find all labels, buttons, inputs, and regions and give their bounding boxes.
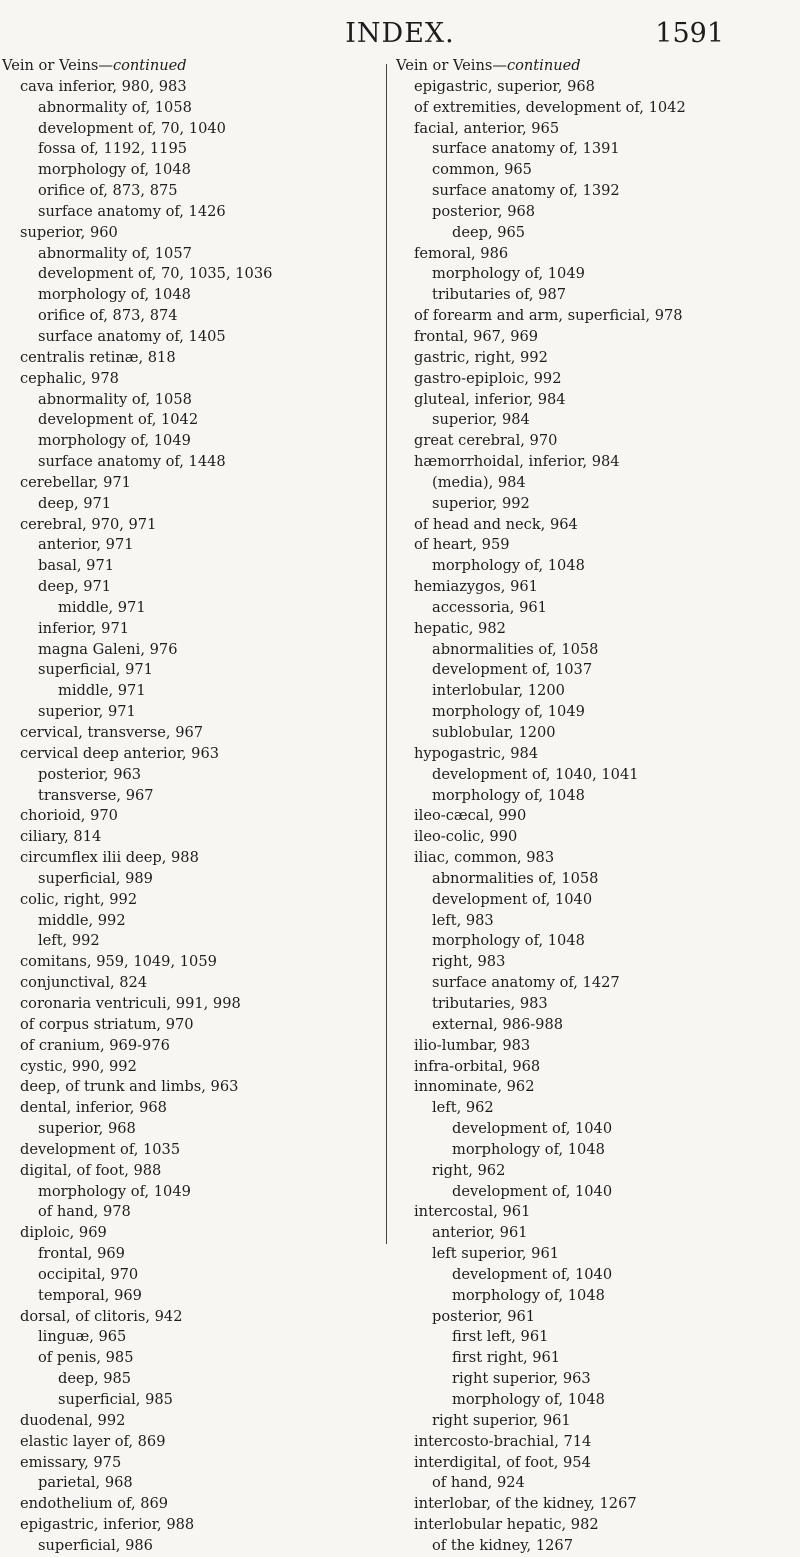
index-entry (396, 869, 796, 890)
index-entry-text: hemiazygos, 961 (414, 578, 538, 596)
index-entry-text: facial, anterior, 965 (414, 119, 560, 137)
index-entry (396, 327, 796, 348)
index-entry-text: middle, 992 (38, 911, 126, 929)
index-entry (396, 744, 796, 765)
index-entry (396, 827, 796, 848)
index-entry-text: frontal, 967, 969 (414, 327, 539, 345)
index-entry-text: abnormalities of, 1058 (432, 640, 599, 658)
index-entry-text: morphology of, 1048 (432, 786, 585, 804)
index-entry-text: interdigital, of foot, 954 (414, 1453, 591, 1471)
index-entry-text: ilio-lumbar, 983 (414, 1036, 531, 1054)
index-entry (2, 431, 382, 452)
index-entry-text: development of, 1037 (432, 661, 593, 679)
index-entry (2, 848, 382, 869)
index-entry (396, 264, 796, 285)
index-entry-text: parietal, 968 (38, 1474, 133, 1492)
index-entry-text: superior, 984 (432, 411, 530, 429)
index-entry-text: development of, 1040, 1041 (432, 765, 639, 783)
index-entry (2, 1265, 382, 1286)
index-entry (2, 160, 382, 181)
index-entry-text: dental, inferior, 968 (20, 1099, 167, 1117)
index-entry-text: diploic, 969 (20, 1224, 107, 1242)
index-entry-text: right, 962 (432, 1161, 506, 1179)
index-entry (2, 535, 382, 556)
index-entry-text: chorioid, 970 (20, 807, 118, 825)
index-entry (396, 1453, 796, 1474)
index-entry (396, 786, 796, 807)
index-entry (396, 494, 796, 515)
page-header (0, 14, 800, 54)
index-entry-text: frontal, 969 (38, 1245, 125, 1263)
index-entry (2, 786, 382, 807)
index-entry-text: occipital, 970 (38, 1265, 139, 1283)
index-entry (396, 994, 796, 1015)
index-entry-text: surface anatomy of, 1427 (432, 974, 620, 992)
index-entry-text: deep, of trunk and limbs, 963 (20, 1078, 239, 1096)
index-entry (2, 702, 382, 723)
index-entry (396, 931, 796, 952)
index-entry-text: superficial, 986 (38, 1536, 153, 1554)
index-entry (2, 994, 382, 1015)
index-entry (2, 1473, 382, 1494)
index-entry-text: interlobar, of the kidney, 1267 (414, 1495, 637, 1513)
index-entry-text: superior, 960 (20, 223, 118, 241)
index-entry-text: orifice of, 873, 875 (38, 182, 178, 200)
index-entry-text: transverse, 967 (38, 786, 154, 804)
index-entry (396, 431, 796, 452)
index-entry-text: tributaries, 983 (432, 994, 548, 1012)
index-entry (2, 264, 382, 285)
index-entry (396, 723, 796, 744)
index-entry-text: surface anatomy of, 1448 (38, 453, 226, 471)
index-entry-text: posterior, 961 (432, 1307, 536, 1325)
index-entry-text: development of, 70, 1040 (38, 119, 226, 137)
index-entry-text: fossa of, 1192, 1195 (38, 140, 188, 158)
index-entry (396, 598, 796, 619)
index-entry-text: orifice of, 873, 874 (38, 307, 178, 325)
index-entry (396, 1473, 796, 1494)
index-entry-text: of cranium, 969-976 (20, 1036, 170, 1054)
index-entry-text: middle, 971 (58, 682, 146, 700)
index-entry (2, 1536, 382, 1557)
index-entry (2, 452, 382, 473)
index-entry-text: intercosto-brachial, 714 (414, 1432, 592, 1450)
index-entry (2, 1369, 382, 1390)
index-entry (396, 556, 796, 577)
index-entry (396, 1536, 796, 1557)
index-entry (396, 410, 796, 431)
index-entry (396, 660, 796, 681)
index-entry (2, 1411, 382, 1432)
index-entry-text: gastro-epiploic, 992 (414, 369, 562, 387)
index-entry (2, 369, 382, 390)
index-entry (2, 952, 382, 973)
index-entry-text: morphology of, 1048 (432, 932, 585, 950)
index-entry-text: accessoria, 961 (432, 598, 547, 616)
index-entry (396, 1098, 796, 1119)
index-entry (396, 452, 796, 473)
index-entry (396, 1161, 796, 1182)
index-entry-text: posterior, 968 (432, 202, 536, 220)
index-entry-text: deep, 971 (38, 494, 112, 512)
index-column-right (396, 56, 796, 1557)
index-entry-text: emissary, 975 (20, 1453, 122, 1471)
index-entry-text: deep, 965 (452, 223, 526, 241)
index-entry (2, 327, 382, 348)
index-entry-text: gastric, right, 992 (414, 348, 548, 366)
index-entry-text: superficial, 985 (58, 1391, 173, 1408)
index-entry (2, 827, 382, 848)
index-heading (396, 56, 796, 77)
index-entry-text: digital, of foot, 988 (20, 1161, 162, 1179)
index-entry-text: elastic layer of, 869 (20, 1432, 166, 1450)
index-entry-text: of penis, 985 (38, 1349, 134, 1367)
index-entry (2, 744, 382, 765)
index-entry-text: morphology of, 1048 (38, 286, 191, 304)
index-entry (396, 1390, 796, 1411)
index-entry (2, 1077, 382, 1098)
index-entry-text: of hand, 924 (432, 1474, 525, 1492)
index-entry-text: abnormalities of, 1058 (432, 869, 599, 887)
index-entry-text: left, 962 (432, 1099, 494, 1117)
index-entry (2, 1515, 382, 1536)
index-entry (2, 77, 382, 98)
index-entry-text: cervical deep anterior, 963 (20, 744, 220, 762)
index-entry-text: morphology of, 1049 (38, 1182, 191, 1200)
index-entry (2, 1223, 382, 1244)
index-entry-text: intercostal, 961 (414, 1203, 531, 1221)
index-entry (2, 911, 382, 932)
index-entry (396, 1286, 796, 1307)
index-entry (2, 1307, 382, 1328)
index-entry-text: posterior, 963 (38, 765, 142, 783)
index-entry (396, 1265, 796, 1286)
index-entry-text: hypogastric, 984 (414, 744, 539, 762)
index-entry (2, 119, 382, 140)
index-entry (396, 515, 796, 536)
index-entry-text: development of, 1040 (452, 1182, 613, 1200)
index-entry-text: development of, 1040 (452, 1120, 613, 1138)
index-entry (396, 1411, 796, 1432)
index-entry (396, 473, 796, 494)
index-entry (396, 1432, 796, 1453)
index-entry-text: cephalic, 978 (20, 369, 119, 387)
index-entry (396, 681, 796, 702)
index-entry-text: cerebral, 970, 971 (20, 515, 157, 533)
index-entry-text: anterior, 971 (38, 536, 134, 554)
index-entry-text: right superior, 961 (432, 1411, 571, 1429)
index-entry (2, 806, 382, 827)
index-entry-text: centralis retinæ, 818 (20, 348, 176, 366)
index-entry (2, 1390, 382, 1411)
index-entry-text: surface anatomy of, 1405 (38, 327, 226, 345)
index-entry (396, 1223, 796, 1244)
index-entry (396, 765, 796, 786)
index-entry-text: first right, 961 (452, 1349, 561, 1367)
index-entry (396, 911, 796, 932)
index-entry (396, 77, 796, 98)
index-entry (396, 1036, 796, 1057)
index-entry (2, 577, 382, 598)
index-entry (2, 410, 382, 431)
index-entry-text: of forearm and arm, superficial, 978 (414, 307, 683, 325)
index-entry-text: superior, 971 (38, 703, 136, 721)
index-entry (2, 223, 382, 244)
index-entry (396, 1119, 796, 1140)
index-entry-text: femoral, 986 (414, 244, 509, 262)
index-entry-text: abnormality of, 1058 (38, 390, 192, 408)
index-entry (2, 1202, 382, 1223)
index-entry-text: coronaria ventriculi, 991, 998 (20, 994, 241, 1012)
index-entry (2, 640, 382, 661)
index-entry (396, 285, 796, 306)
index-entry-text: circumflex ilii deep, 988 (20, 849, 199, 867)
index-entry (2, 1098, 382, 1119)
index-entry (2, 765, 382, 786)
index-entry (396, 244, 796, 265)
index-entry (2, 973, 382, 994)
index-entry-text: cystic, 990, 992 (20, 1057, 137, 1075)
index-entry-text: development of, 1035 (20, 1140, 181, 1158)
index-entry (396, 369, 796, 390)
index-entry-text: morphology of, 1049 (38, 432, 191, 450)
index-entry-text: common, 965 (432, 161, 532, 179)
index-entry (2, 890, 382, 911)
index-entry-text: morphology of, 1048 (452, 1140, 605, 1158)
index-entry (396, 1202, 796, 1223)
index-column-left (2, 56, 382, 1557)
index-entry (396, 1327, 796, 1348)
index-entry-text: tributaries of, 987 (432, 286, 567, 304)
index-entry (2, 681, 382, 702)
index-entry (2, 869, 382, 890)
index-entry-text: surface anatomy of, 1392 (432, 182, 620, 200)
index-entry-italic: continued (506, 57, 581, 74)
index-entry (396, 1494, 796, 1515)
index-entry-text: morphology of, 1048 (38, 161, 191, 179)
index-entry-text: (media), 984 (432, 473, 526, 491)
index-entry-text: morphology of, 1048 (432, 557, 585, 575)
index-entry (2, 619, 382, 640)
index-entry (2, 1348, 382, 1369)
index-entry-text: inferior, 971 (38, 619, 130, 637)
index-entry (396, 1307, 796, 1328)
index-entry (2, 306, 382, 327)
index-entry-text: of extremities, development of, 1042 (414, 98, 686, 116)
index-entry (2, 98, 382, 119)
index-entry (396, 306, 796, 327)
index-entry-text: of the kidney, 1267 (432, 1536, 573, 1554)
index-entry-text: of hand, 978 (38, 1203, 131, 1221)
index-entry (2, 181, 382, 202)
index-entry (2, 1182, 382, 1203)
index-entry-text: superior, 968 (38, 1120, 136, 1138)
index-entry-text: superficial, 971 (38, 661, 153, 679)
index-entry-italic: continued (112, 57, 187, 74)
index-entry-text: anterior, 961 (432, 1224, 528, 1242)
index-entry (2, 1036, 382, 1057)
index-entry (396, 1515, 796, 1536)
index-entry (396, 348, 796, 369)
index-entry-text: cava inferior, 980, 983 (20, 77, 187, 95)
index-entry-text: epigastric, superior, 968 (414, 77, 595, 95)
index-entry (396, 1140, 796, 1161)
index-entry-text: interlobular, 1200 (432, 682, 565, 700)
index-entry-text: iliac, common, 983 (414, 849, 555, 867)
index-entry-text: colic, right, 992 (20, 890, 138, 908)
index-entry (396, 223, 796, 244)
index-entry (396, 98, 796, 119)
index-entry (2, 1119, 382, 1140)
index-entry (2, 244, 382, 265)
index-entry (2, 1140, 382, 1161)
index-entry (396, 1369, 796, 1390)
index-entry (2, 598, 382, 619)
index-entry (396, 848, 796, 869)
index-entry (396, 202, 796, 223)
index-entry-text: dorsal, of clitoris, 942 (20, 1307, 183, 1325)
index-entry (396, 1015, 796, 1036)
index-entry (396, 806, 796, 827)
index-entry-text: left, 983 (432, 911, 494, 929)
index-entry-text: abnormality of, 1058 (38, 98, 192, 116)
index-entry-text: basal, 971 (38, 557, 115, 575)
index-entry-text: ileo-cæcal, 990 (414, 807, 527, 825)
index-entry (396, 952, 796, 973)
index-entry (2, 1286, 382, 1307)
index-entry (2, 494, 382, 515)
index-entry (2, 1057, 382, 1078)
index-entry-text: left superior, 961 (432, 1245, 560, 1263)
index-entry-text: temporal, 969 (38, 1286, 142, 1304)
index-entry-text: cerebellar, 971 (20, 473, 131, 491)
index-entry (396, 160, 796, 181)
index-entry-text: deep, 985 (58, 1370, 132, 1388)
index-entry-text: external, 986-988 (432, 1015, 564, 1033)
index-entry (396, 139, 796, 160)
index-entry-text: right superior, 963 (452, 1370, 591, 1388)
index-entry-text: cervical, transverse, 967 (20, 724, 204, 741)
index-entry-text: surface anatomy of, 1391 (432, 140, 620, 158)
index-entry-text: development of, 1042 (38, 411, 199, 429)
index-entry-text: development of, 1040 (432, 890, 593, 908)
index-entry-text: development of, 70, 1035, 1036 (38, 265, 273, 283)
index-entry-text: middle, 971 (58, 598, 146, 616)
index-entry-text: Vein or Veins— (2, 57, 113, 74)
index-entry-text: development of, 1040 (452, 1265, 613, 1283)
index-entry-text: innominate, 962 (414, 1078, 535, 1096)
index-entry-text: morphology of, 1049 (432, 703, 585, 721)
index-entry (2, 1015, 382, 1036)
index-entry-text: sublobular, 1200 (432, 724, 556, 741)
index-entry-text: morphology of, 1049 (432, 265, 585, 283)
index-entry-text: ileo-colic, 990 (414, 828, 518, 846)
index-entry-text: epigastric, inferior, 988 (20, 1516, 195, 1534)
index-entry-text: left, 992 (38, 932, 100, 950)
index-entry-text: surface anatomy of, 1426 (38, 202, 226, 220)
index-entry (396, 390, 796, 411)
index-entry-text: superficial, 989 (38, 869, 153, 887)
index-entry-text: interlobular hepatic, 982 (414, 1516, 599, 1534)
index-entry-text: of heart, 959 (414, 536, 510, 554)
index-entry (2, 1161, 382, 1182)
index-entry (2, 1244, 382, 1265)
index-entry-text: deep, 971 (38, 578, 112, 596)
index-entry (2, 202, 382, 223)
index-entry (2, 515, 382, 536)
page-title: INDEX. (345, 18, 455, 49)
index-entry-text: first left, 961 (452, 1328, 549, 1346)
index-entry-text: comitans, 959, 1049, 1059 (20, 953, 217, 971)
index-entry-text: hæmorrhoidal, inferior, 984 (414, 453, 620, 471)
index-entry (2, 660, 382, 681)
index-entry-text: abnormality of, 1057 (38, 244, 192, 262)
index-entry (2, 473, 382, 494)
index-entry (396, 577, 796, 598)
index-entry-text: magna Galeni, 976 (38, 640, 178, 658)
index-entry-text: gluteal, inferior, 984 (414, 390, 566, 408)
index-entry (2, 1494, 382, 1515)
index-heading (2, 56, 382, 77)
column-divider (386, 64, 387, 1244)
index-entry-text: of head and neck, 964 (414, 515, 578, 533)
index-entry (2, 1453, 382, 1474)
index-entry-text: hepatic, 982 (414, 619, 506, 637)
index-entry (2, 139, 382, 160)
index-entry (2, 1327, 382, 1348)
index-entry (396, 640, 796, 661)
index-entry-text: great cerebral, 970 (414, 432, 558, 450)
index-entry (2, 1432, 382, 1453)
index-entry-text: morphology of, 1048 (452, 1391, 605, 1408)
index-entry-text: duodenal, 992 (20, 1411, 126, 1429)
index-entry (396, 119, 796, 140)
index-entry (396, 1057, 796, 1078)
index-entry-text: linguæ, 965 (38, 1328, 127, 1346)
page-number: 1591 (655, 18, 724, 49)
index-entry-text: Vein or Veins— (396, 57, 507, 74)
index-entry-text: superior, 992 (432, 494, 530, 512)
index-entry (2, 556, 382, 577)
index-entry (396, 1077, 796, 1098)
index-entry (396, 535, 796, 556)
index-entry (396, 1244, 796, 1265)
index-entry-text: infra-orbital, 968 (414, 1057, 541, 1075)
index-entry-text: endothelium of, 869 (20, 1495, 169, 1513)
index-entry (396, 181, 796, 202)
index-entry (396, 973, 796, 994)
index-entry-text: right, 983 (432, 953, 506, 971)
index-entry (396, 1348, 796, 1369)
index-entry (396, 1182, 796, 1203)
index-entry (396, 890, 796, 911)
index-entry-text: ciliary, 814 (20, 828, 102, 846)
index-entry-text: conjunctival, 824 (20, 974, 148, 992)
index-entry (396, 619, 796, 640)
index-entry (396, 702, 796, 723)
index-entry (2, 348, 382, 369)
index-entry (2, 723, 382, 744)
index-entry (2, 285, 382, 306)
index-entry (2, 390, 382, 411)
index-entry (2, 931, 382, 952)
index-entry-text: of corpus striatum, 970 (20, 1015, 194, 1033)
index-entry-text: morphology of, 1048 (452, 1286, 605, 1304)
